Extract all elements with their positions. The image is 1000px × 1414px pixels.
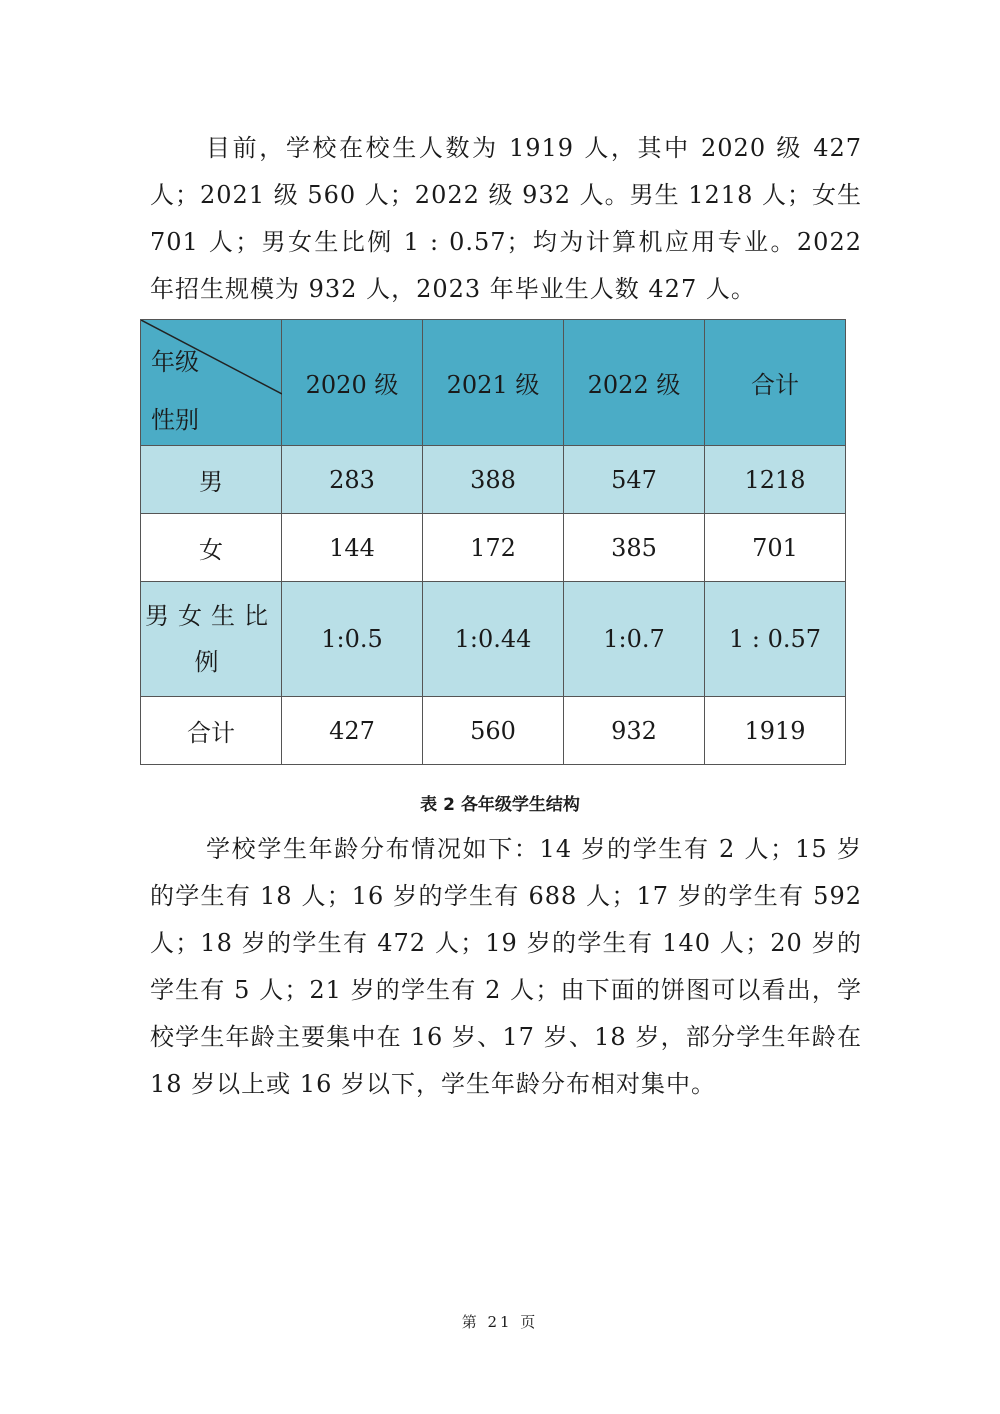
table-header-row — [141, 320, 846, 446]
table-cell: 932 — [564, 697, 705, 765]
table-row-ratio — [141, 582, 846, 697]
table-corner-cell — [141, 320, 282, 446]
table-cell: 385 — [564, 514, 705, 582]
table-row-female — [141, 514, 846, 582]
table-cell: 172 — [423, 514, 564, 582]
page-number: 第 21 页 — [461, 1313, 539, 1331]
table-row-male — [141, 446, 846, 514]
table-cell: 1218 — [705, 446, 846, 514]
corner-label-grade: 年级 — [151, 348, 199, 376]
row-label: 男女生比例 — [141, 582, 282, 697]
table-row-total — [141, 697, 846, 765]
table-cell: 388 — [423, 446, 564, 514]
table-cell: 283 — [282, 446, 423, 514]
table-cell: 1919 — [705, 697, 846, 765]
row-label: 女 — [141, 514, 282, 582]
table-cell: 547 — [564, 446, 705, 514]
intro-paragraph: 目前，学校在校生人数为 1919 人，其中 2020 级 427 人；2021 级 560 人；2022 级 932 人。男生 1218 人；女生 701 人；男女生比例 1 : 0.57；均为计算机应用专业。2022 年招生规模为 932 人，2023 年毕业生人数 427 人。 — [150, 134, 862, 303]
table-cell: 1 : 0.57 — [705, 582, 846, 697]
table-cell: 560 — [423, 697, 564, 765]
table-cell: 1:0.44 — [423, 582, 564, 697]
table-caption: 表 2 各年级学生结构 — [420, 795, 580, 815]
table-cell: 1:0.5 — [282, 582, 423, 697]
table-cell: 144 — [282, 514, 423, 582]
table-header-cell: 合计 — [705, 320, 846, 446]
table-header-cell: 2022 级 — [564, 320, 705, 446]
grade-structure-table — [140, 319, 846, 765]
table-cell: 427 — [282, 697, 423, 765]
table-header-cell: 2021 级 — [423, 320, 564, 446]
table-header-cell: 2020 级 — [282, 320, 423, 446]
table-cell: 1:0.7 — [564, 582, 705, 697]
row-label: 男 — [141, 446, 282, 514]
table-cell: 701 — [705, 514, 846, 582]
corner-label-gender: 性别 — [151, 406, 199, 434]
age-distribution-paragraph: 学校学生年龄分布情况如下：14 岁的学生有 2 人；15 岁的学生有 18 人；16 岁的学生有 688 人；17 岁的学生有 592 人；18 岁的学生有 472 人；19 岁的学生有 140 人；20 岁的学生有 5 人；21 岁的学生有 2 人；由下面的饼图可以看出，学校学生年龄主要集中在 16 岁、17 岁、18 岁，部分学生年龄在 18 岁以上或 16 岁以下，学生年龄分布相对集中。 — [150, 835, 862, 1098]
row-label: 合计 — [141, 697, 282, 765]
